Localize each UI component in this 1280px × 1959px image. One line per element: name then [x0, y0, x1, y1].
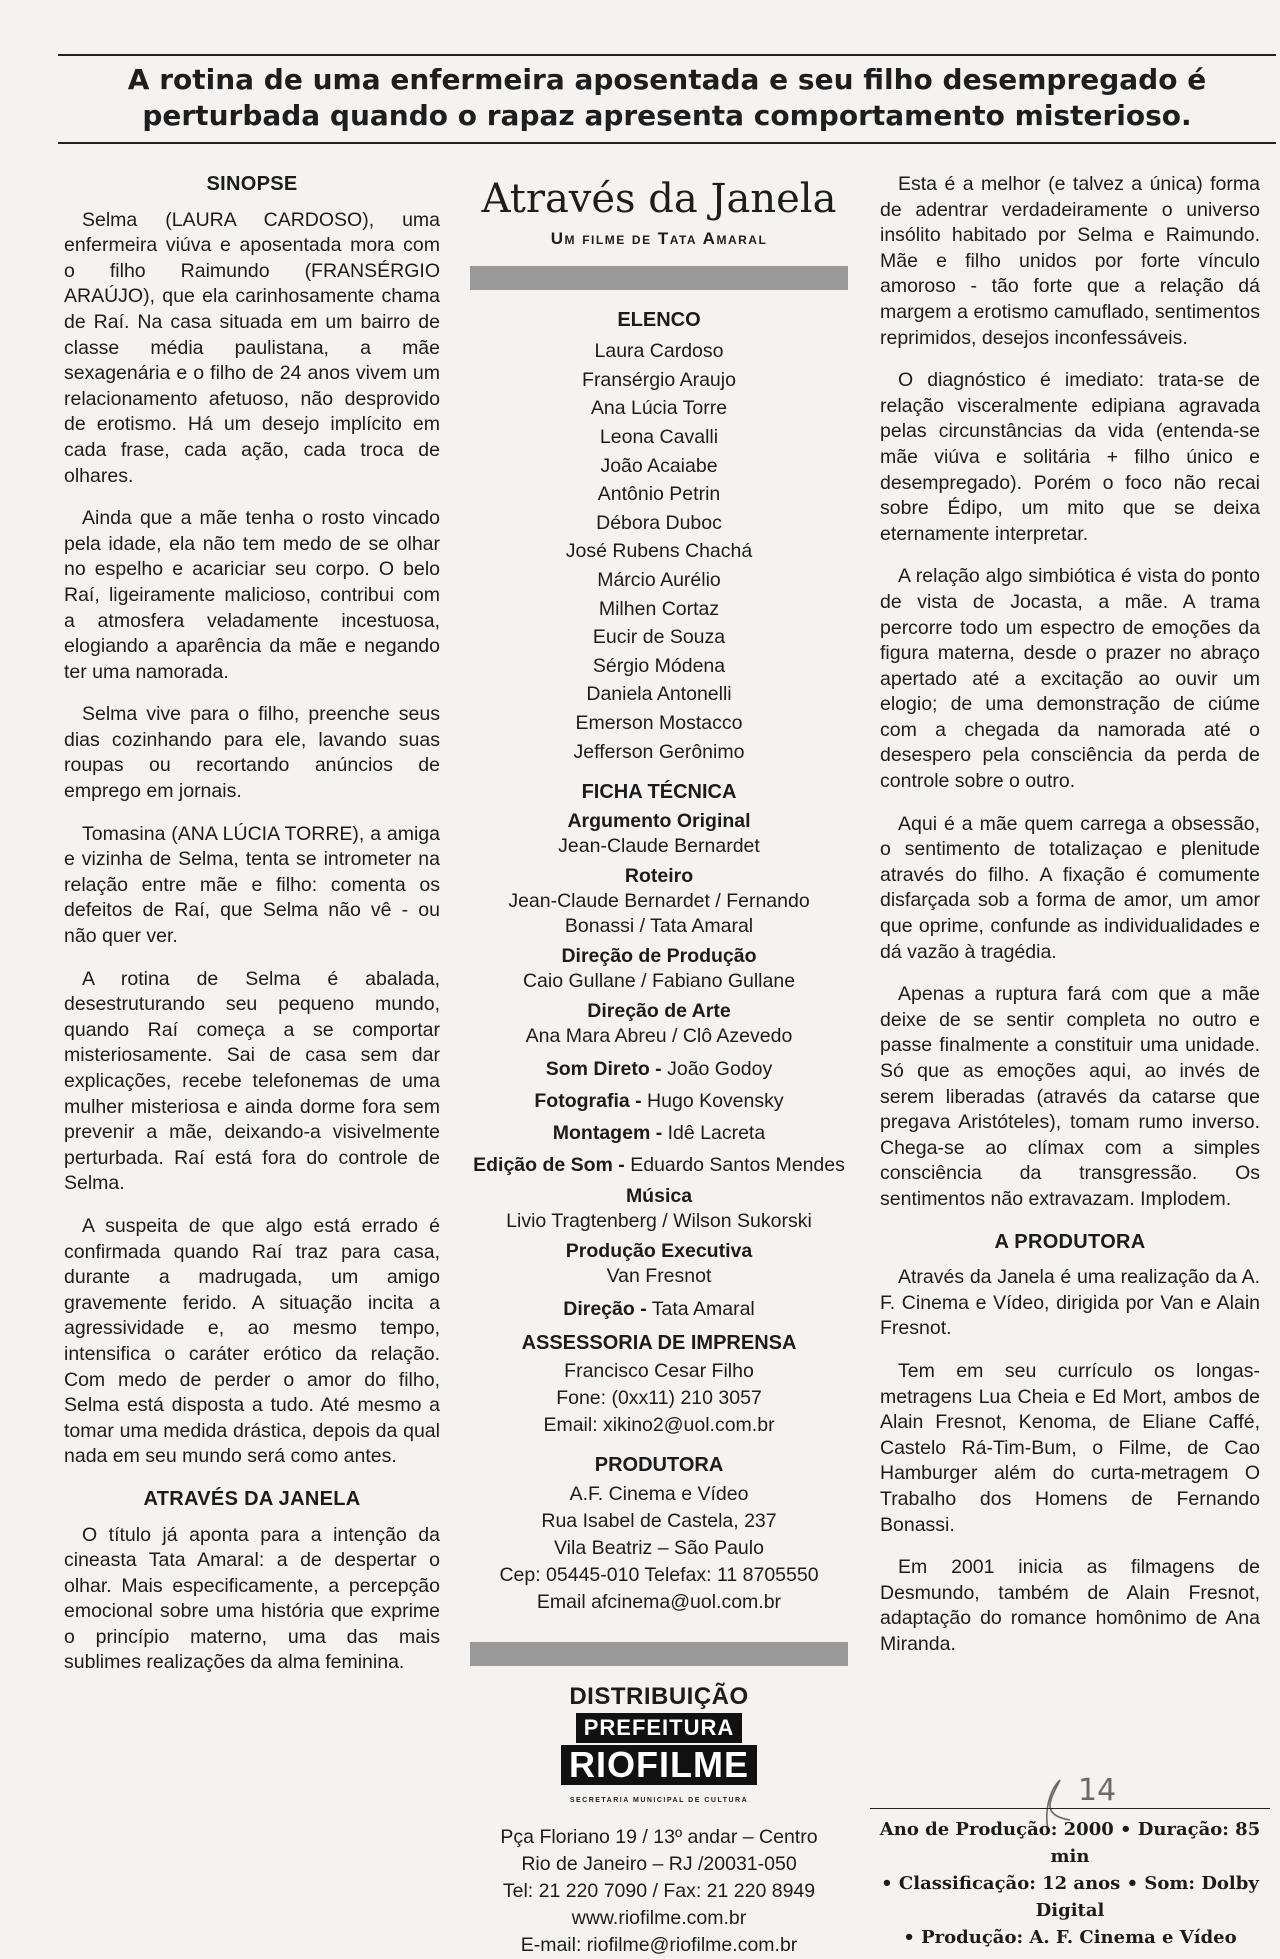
producer-line: Rua Isabel de Castela, 237	[541, 1509, 777, 1532]
film-title: Através da Janela	[481, 176, 837, 222]
cast-member: Milhen Cortaz	[598, 597, 720, 620]
credits-column	[470, 174, 848, 1959]
janela-paragraph: O título já aponta para a intenção da cineasta Tata Amaral: a de despertar o olhar. Mais especificamente, a percepção emocional sobre uma história que exprime o princípio materno, uma das mais sublimes realizações da alma feminina.	[64, 1523, 440, 1674]
producer-email[interactable]: Email afcinema@uol.com.br	[536, 1590, 782, 1613]
analysis-paragraph: Apenas a ruptura fará com que a mãe deixe de se sentir completa no outro e passe finalmente a constituir uma unidade. Só que as emoções aqui, ao invés de serem liberadas (através da catarse que pregava Aristóteles), tomam rumo inverso. Chega-se ao clímax com a simples consciência da transgressão. Os sentimentos não extravazam. Implodem.	[880, 983, 1260, 1210]
janela-heading: ATRAVÉS DA JANELA	[143, 1487, 361, 1510]
analysis-paragraph: A relação algo simbiótica é vista do ponto de vista de Jocasta, a mãe. A trama percorre todo um espectro de emoções da figura materna, desde o prazer no abraço apertado até a excitação ao ouvir um elogio; de uma demonstração de ciúme com a chegada da namorada até o desespero pela consciência da perda de controle sobre o outro.	[880, 565, 1260, 793]
producer-heading: PRODUTORA	[594, 1454, 724, 1477]
credit-role: Som Direto -	[545, 1057, 662, 1080]
credit-line	[470, 1117, 848, 1149]
riofilme-logo	[561, 1713, 757, 1813]
credit-name: Ana Mara Abreu / Clô Azevedo	[525, 1024, 793, 1047]
distributor-email[interactable]: E-mail: riofilme@riofilme.com.br	[520, 1933, 798, 1956]
cast-heading: ELENCO	[617, 308, 701, 331]
credit-line	[470, 1149, 848, 1181]
production-info-line: • Classificação: 12 anos • Som: Dolby Digital	[881, 1873, 1259, 1921]
press-heading: ASSESSORIA DE IMPRENSA	[521, 1331, 797, 1354]
synopsis-paragraph: A suspeita de que algo está errado é confirmada quando Raí traz para casa, durante a madrugada, um amigo gravemente ferido. A situação incita a agressividade e, ao mesmo tempo, intensifica o caráter erótico da relação. Com medo de perder o amor do filho, Selma está disposta a tudo. Até mesmo a tomar uma medida drástica, depois da qual nada em seu mundo será como antes.	[64, 1214, 440, 1468]
cast-member: Sérgio Módena	[592, 654, 726, 677]
credit-role: Produção Executiva	[565, 1239, 753, 1262]
credit-name: Eduardo Santos Mendes	[630, 1153, 845, 1176]
producer-line: Cep: 05445-010 Telefax: 11 8705550	[499, 1563, 819, 1586]
distribution-heading: DISTRIBUIÇÃO	[569, 1682, 749, 1710]
credit-role: Edição de Som -	[473, 1153, 625, 1176]
logo-secretaria: SECRETARIA MUNICIPAL DE CULTURA	[569, 1797, 749, 1805]
credit-name: Van Fresnot	[606, 1264, 712, 1287]
credit-role: Montagem -	[552, 1121, 663, 1144]
cast-member: Laura Cardoso	[594, 340, 724, 363]
credit-name: Jean-Claude Bernardet	[558, 834, 760, 857]
synopsis-heading: SINOPSE	[206, 173, 298, 195]
credit-name: Tata Amaral	[651, 1297, 755, 1320]
footer-rule	[870, 1808, 1270, 1809]
top-rule	[58, 54, 1276, 56]
cast-member: Antônio Petrin	[597, 483, 721, 506]
credit-role: Roteiro	[624, 864, 694, 887]
synopsis-paragraph: Selma (LAURA CARDOSO), uma enfermeira viúva e aposentada mora com o filho Raimundo (FRANSÉRGIO ARAÚJO), que ela carinhosamente chama de Raí. Na casa situada em um bairro de classe média paulistana, a mãe sexagenária e o filho de 24 anos vivem um relacionamento afetuoso, não desprovido de erotismo. Há um desejo implícito em cada frase, cada ação, cada troca de olhares.	[64, 208, 440, 487]
production-info-line: Ano de Produção: 2000 • Duração: 85 min	[879, 1819, 1261, 1867]
logo-prefeitura: PREFEITURA	[576, 1713, 743, 1743]
cast-member: Daniela Antonelli	[586, 683, 732, 706]
divider-bar	[470, 266, 848, 290]
credit-name: Livio Tragtenberg / Wilson Sukorski	[506, 1209, 812, 1232]
distributor-website[interactable]: www.riofilme.com.br	[571, 1906, 747, 1929]
logo-riofilme: RIOFILME	[561, 1745, 757, 1785]
distributor-line: Tel: 21 220 7090 / Fax: 21 220 8949	[502, 1879, 816, 1902]
producer-paragraph: Em 2001 inicia as filmagens de Desmundo, também de Alain Fresnot, adaptação do romance homônimo de Ana Miranda.	[880, 1556, 1260, 1655]
analysis-paragraph: O diagnóstico é imediato: trata-se de relação visceralmente edipiana agravada pelas circunstâncias da vida (entenda-se mãe viúva e solitária + filho único e desempregado). Porém o foco não recai sobre Édipo, um mito que se deixa eternamente interpretar.	[880, 369, 1260, 545]
cast-member: Ana Lúcia Torre	[590, 397, 728, 420]
production-info	[870, 1816, 1270, 1951]
credit-name: Caio Gullane / Fabiano Gullane	[522, 969, 796, 992]
cast-member: José Rubens Chachá	[565, 540, 753, 563]
synopsis-column	[64, 172, 440, 1693]
credit-name: Jean-Claude Bernardet / Fernando	[508, 889, 810, 912]
tech-heading: FICHA TÉCNICA	[581, 781, 737, 804]
cast-list	[470, 337, 848, 766]
credit-line	[470, 1053, 848, 1085]
press-line: Francisco Cesar Filho	[564, 1360, 754, 1383]
producer-paragraph: Tem em seu currículo os longas-metragens Lua Cheia e Ed Mort, ambos de Alain Fresnot, Kenoma, de Eliane Caffé, Castelo Rá-Tim-Bum, o Filme, de Cao Hamburger além do curta-metragem O Trabalho dos Homens de Fernando Bonassi.	[880, 1359, 1260, 1536]
synopsis-paragraph: Selma vive para o filho, preenche seus dias cozinhando para ele, lavando suas roupas ou recortando anúncios de emprego em jornais.	[64, 703, 440, 803]
credit-role: Fotografia -	[534, 1089, 642, 1112]
credit-role: Direção -	[563, 1297, 647, 1320]
cast-member: Eucir de Souza	[592, 626, 726, 649]
cast-member: Márcio Aurélio	[597, 568, 721, 591]
analysis-column	[880, 172, 1260, 1674]
tagline-rule	[58, 142, 1276, 144]
producer-line: Vila Beatriz – São Paulo	[554, 1536, 764, 1559]
credit-name: Bonassi / Tata Amaral	[564, 914, 754, 937]
credit-role: Argumento Original	[567, 809, 751, 832]
cast-member: Leona Cavalli	[599, 425, 719, 448]
synopsis-paragraph: Tomasina (ANA LÚCIA TORRE), a amiga e vizinha de Selma, tenta se intrometer na relação entre mãe e filho: comenta os defeitos de Raí, que Selma não vê - ou não quer ver.	[64, 822, 440, 948]
analysis-paragraph: Esta é a melhor (e talvez a única) forma de adentrar verdadeiramente o universo insólito habitado por Selma e Raimundo. Mãe e filho unidos por forte vínculo amoroso - tão forte que a relação dá margem a erotismo camuflado, sentimentos reprimidos, desejos inconfessáveis.	[880, 173, 1260, 349]
distributor-line: Rio de Janeiro – RJ /20031-050	[521, 1852, 797, 1875]
divider-bar	[470, 1642, 848, 1666]
credit-name: Hugo Kovensky	[647, 1089, 784, 1112]
credit-line	[470, 1085, 848, 1117]
analysis-paragraph: Aqui é a mãe quem carrega a obsessão, o sentimento de totalizaçao e plenitude através do filho. A fixação é comumente disfarçada sob a forma de amor, um amor que oprime, confunde as individualidades e dá vazão à tragédia.	[880, 812, 1260, 963]
producer-line: A.F. Cinema e Vídeo	[569, 1482, 749, 1505]
credit-role: Direção de Produção	[561, 944, 757, 967]
cast-member: Débora Duboc	[596, 511, 722, 534]
distributor-line: Pça Floriano 19 / 13º andar – Centro	[500, 1825, 818, 1848]
press-email[interactable]: Email: xikino2@uol.com.br	[543, 1414, 775, 1437]
credit-line	[470, 1293, 848, 1325]
producer-paragraph: Através da Janela é uma realização da A. F. Cinema e Vídeo, dirigida por Van e Alain Fresnot.	[880, 1266, 1260, 1340]
production-info-line: • Produção: A. F. Cinema e Vídeo	[903, 1927, 1237, 1948]
cast-member: João Acaiabe	[600, 454, 718, 477]
handwritten-number-text: 14	[1078, 1773, 1117, 1808]
credit-name: Idê Lacreta	[667, 1121, 766, 1144]
credit-role: Música	[625, 1184, 693, 1207]
cast-member: Fransérgio Araujo	[582, 368, 736, 391]
synopsis-paragraph: A rotina de Selma é abalada, desestruturando seu pequeno mundo, quando Raí começa a se comportar misteriosamente. Sai de casa sem dar explicações, recebe telefonemas de uma mulher misteriosa e ainda dorme fora sem prevenir a mãe, deixando-a visivelmente perturbada. Raí está fora do controle de Selma.	[64, 967, 440, 1195]
credit-role: Direção de Arte	[587, 999, 731, 1022]
tagline: A rotina de uma enfermeira aposentada e seu filho desempregado é perturbada quando o rapaz apresenta comportamento misterioso.	[127, 63, 1207, 132]
producer-section-heading: A PRODUTORA	[994, 1230, 1146, 1253]
synopsis-paragraph: Ainda que a mãe tenha o rosto vincado pela idade, ela não tem medo de se olhar no espelho e acariciar seu corpo. O belo Raí, ligeiramente malicioso, contribui com a atmosfera veladamente incestuosa, elogiando a aparência da mãe e negando ter uma namorada.	[64, 507, 440, 683]
cast-member: Emerson Mostacco	[575, 711, 743, 734]
credit-name: João Godoy	[667, 1057, 773, 1080]
film-subtitle: Um filme de Tata Amaral	[550, 229, 768, 248]
cast-member: Jefferson Gerônimo	[573, 740, 745, 763]
press-line: Fone: (0xx11) 210 3057	[556, 1387, 762, 1410]
